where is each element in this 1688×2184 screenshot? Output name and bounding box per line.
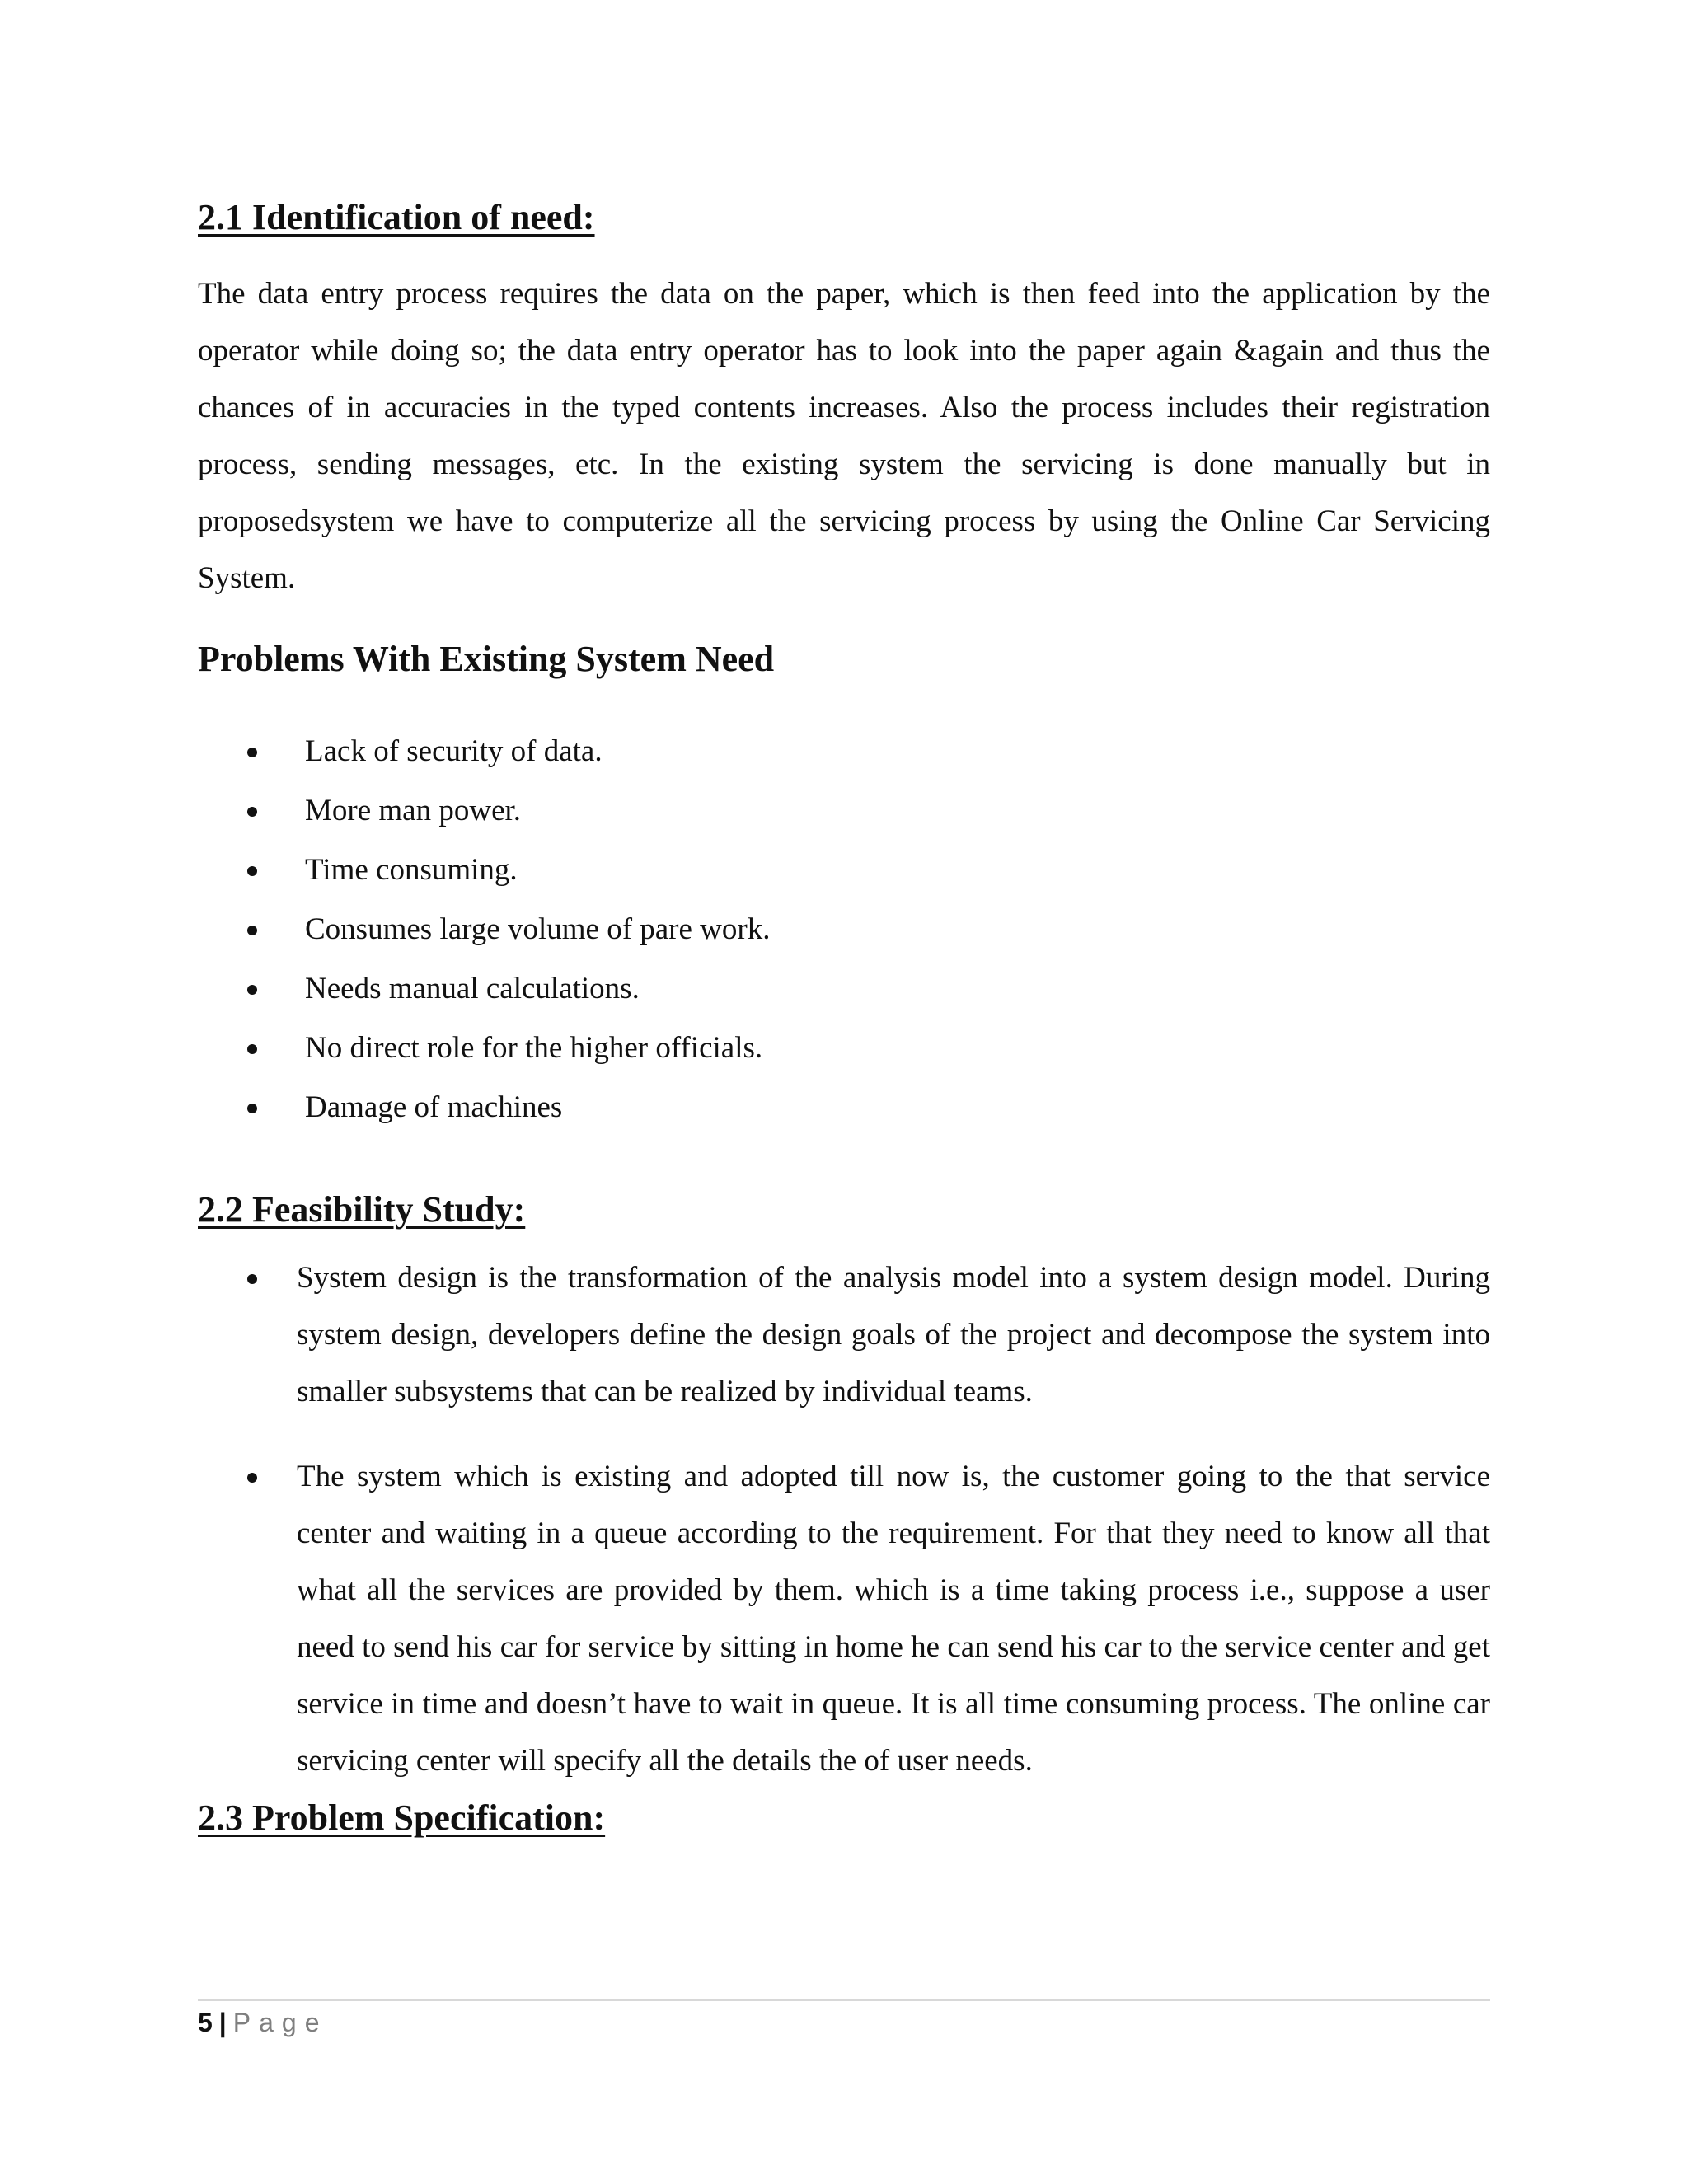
section-2-3-heading: 2.3 Problem Specification:	[198, 1797, 606, 1838]
list-item: Damage of machines	[198, 1078, 770, 1137]
bullet-icon	[247, 807, 257, 817]
problems-heading: Problems With Existing System Need	[198, 639, 775, 679]
bullet-icon	[247, 866, 257, 876]
problems-list	[198, 722, 770, 1137]
feasibility-bullet-text: The system which is existing and adopted till now is, the customer going to the that service center and waiting in a queue according to the requirement. For that they need to know all that what all the services are provided by them. which is a time taking process i.e., suppose a user need to send his car for service by sitting in home he can send his car to the service center and get service in time and doesn’t have to wait in queue. It is all time consuming process. The online car servicing center will specify all the details the of user needs.	[297, 1460, 1490, 1778]
section-2-1-heading: 2.1 Identification of need:	[198, 197, 595, 237]
section-2-2-heading: 2.2 Feasibility Study:	[198, 1189, 526, 1230]
list-item: More man power.	[198, 781, 770, 841]
section-2-1-paragraph: The data entry process requires the data on the paper, which is then feed into the application by the operator while doing so; the data entry operator has to look into the paper again &again and thus the chances of in accuracies in the typed contents increases. Also the process includes their registration process, sending messages, etc. In the existing system the servicing is done manually but in proposedsystem we have to computerize all the servicing process by using the Online Car Servicing System.	[198, 277, 1490, 595]
feasibility-bullet-text: System design is the transformation of the analysis model into a system design model. During system design, developers define the design goals of the project and decompose the system into smaller subsystems that can be realized by individual teams.	[297, 1261, 1490, 1408]
list-item: Needs manual calculations.	[198, 959, 770, 1019]
bullet-icon	[247, 1104, 257, 1113]
bullet-icon	[247, 985, 257, 995]
list-item: No direct role for the higher officials.	[198, 1019, 770, 1078]
bullet-icon	[247, 926, 257, 935]
footer-separator: |	[218, 2008, 227, 2037]
footer-divider	[198, 1999, 1490, 2001]
page-label: Page	[232, 2008, 328, 2037]
list-item: Time consuming.	[198, 841, 770, 900]
feasibility-bullet-2	[198, 1448, 1490, 1789]
bullet-icon	[247, 1274, 257, 1284]
feasibility-bullet-1	[198, 1249, 1490, 1420]
bullet-icon	[247, 1044, 257, 1054]
list-item: Lack of security of data.	[198, 722, 770, 781]
bullet-icon	[247, 1473, 257, 1483]
bullet-icon	[247, 748, 257, 757]
page-number: 5	[198, 2008, 213, 2037]
list-item: Consumes large volume of pare work.	[198, 900, 770, 959]
page-footer	[198, 2004, 327, 2041]
